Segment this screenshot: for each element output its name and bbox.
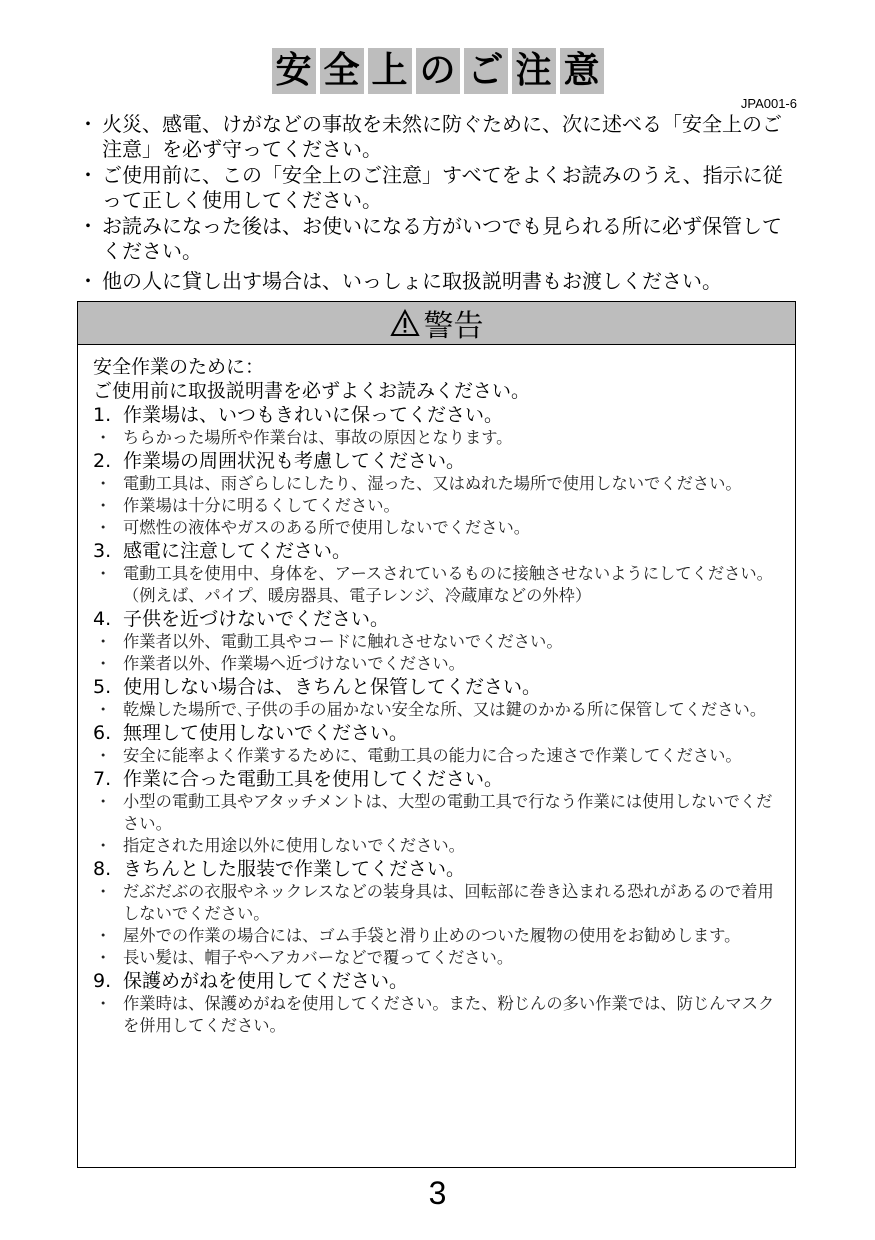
bullet-text: 指定された用途以外に使用しないでください。 xyxy=(123,836,465,855)
section-bullet xyxy=(93,835,775,857)
bullet-mark: ・ xyxy=(95,496,112,515)
bullet-mark: ・ xyxy=(95,700,112,719)
section-bullet xyxy=(93,745,775,767)
warning-heading: 警告 xyxy=(423,309,484,344)
bullet-text: 作業時は、保護めがねを使用してください。また、粉じんの多い作業では、防じんマスクを併用してください。 xyxy=(123,994,775,1035)
bullet-text: 作業者以外、作業場へ近づけないでください。 xyxy=(123,654,465,673)
warning-body xyxy=(78,345,795,1037)
bullet-mark: ・ xyxy=(78,163,98,187)
section-title xyxy=(93,857,775,881)
section-number: 7. xyxy=(93,768,112,790)
section-bullet xyxy=(93,699,775,721)
bullet-text: 可燃性の液体やガスのある所で使用しないでください。 xyxy=(123,518,531,537)
warning-triangle-icon xyxy=(390,309,420,337)
section-number: 1. xyxy=(93,404,112,426)
section-bullet xyxy=(93,791,775,835)
section-title xyxy=(93,449,775,473)
intro-list xyxy=(78,112,798,295)
title-char-box: 意 xyxy=(560,48,604,94)
intro-item xyxy=(78,214,798,264)
bullet-mark: ・ xyxy=(95,836,112,855)
title-char-box: の xyxy=(416,48,460,94)
section-title-text: 作業に合った電動工具を使用してください。 xyxy=(123,768,504,790)
section-title-text: 作業場の周囲状況も考慮してください。 xyxy=(123,450,466,472)
section-number: 3. xyxy=(93,540,112,562)
bullet-text: 小型の電動工具やアタッチメントは、大型の電動工具で行なう作業には使用しないでください。 xyxy=(123,792,773,833)
section-number: 2. xyxy=(93,450,112,472)
bullet-mark: ・ xyxy=(95,632,112,651)
section-title xyxy=(93,767,775,791)
document-code: JPA001-6 xyxy=(740,96,797,111)
bullet-mark: ・ xyxy=(95,882,112,901)
section-bullet xyxy=(93,631,775,653)
title-char-box: ご xyxy=(464,48,508,94)
bullet-mark: ・ xyxy=(95,654,112,673)
section-title xyxy=(93,607,775,631)
section-title-text: 使用しない場合は、きちんと保管してください。 xyxy=(123,676,542,698)
intro-text: 火災、感電、けがなどの事故を未然に防ぐために、次に述べる「安全上のご注意」を必ず守ってください。 xyxy=(102,112,782,161)
bullet-text: 電動工具を使用中、身体を、アースされているものに接触させないようにしてください。（例えば、パイプ、暖房器具、電子レンジ、冷蔵庫などの外枠） xyxy=(123,564,773,605)
bullet-text: 作業者以外、電動工具やコードに触れさせないでください。 xyxy=(123,632,563,651)
section-title-text: 子供を近づけないでください。 xyxy=(123,608,390,630)
section-number: 5. xyxy=(93,676,112,698)
bullet-text: 屋外での作業の場合には、ゴム手袋と滑り止めのついた履物の使用をお勧めします。 xyxy=(123,926,741,945)
section-bullet xyxy=(93,925,775,947)
bullet-text: だぶだぶの衣服やネックレスなどの装身具は、回転部に巻き込まれる恐れがあるので着用しないでください。 xyxy=(123,882,774,923)
section-title-text: 感電に注意してください。 xyxy=(123,540,352,562)
intro-text: ご使用前に、この「安全上のご注意」すべてをよくお読みのうえ、指示に従って正しく使用してください。 xyxy=(102,163,783,212)
title-char-box: 上 xyxy=(368,48,412,94)
warning-header xyxy=(78,302,795,345)
bullet-text: 長い髪は、帽子やヘアカバーなどで覆ってください。 xyxy=(123,948,514,967)
bullet-mark: ・ xyxy=(95,564,112,583)
section-title xyxy=(93,539,775,563)
title-char-box: 安 xyxy=(272,48,316,94)
section-title-text: 無理して使用しないでください。 xyxy=(123,722,409,744)
section-bullet xyxy=(93,653,775,675)
bullet-text: 安全に能率よく作業するために、電動工具の能力に合った速さで作業してください。 xyxy=(123,746,742,765)
intro-text: 他の人に貸し出す場合は、いっしょに取扱説明書もお渡しください。 xyxy=(102,269,722,293)
section-bullet xyxy=(93,473,775,495)
title-char-box: 注 xyxy=(512,48,556,94)
warning-lead-1: 安全作業のために： xyxy=(93,356,265,378)
section-title xyxy=(93,721,775,745)
warning-sections xyxy=(93,403,775,1037)
bullet-mark: ・ xyxy=(95,948,112,967)
bullet-text: 乾燥した場所で､子供の手の届かない安全な所、又は鍵のかかる所に保管してください。 xyxy=(123,700,767,719)
bullet-text: 作業場は十分に明るくしてください。 xyxy=(123,496,400,515)
intro-item xyxy=(78,269,798,294)
bullet-mark: ・ xyxy=(95,428,112,447)
section-title xyxy=(93,969,775,993)
warning-lead-2: ご使用前に取扱説明書を必ずよくお読みください。 xyxy=(93,380,531,402)
intro-item xyxy=(78,163,798,213)
section-title xyxy=(93,403,775,427)
bullet-text: 電動工具は、雨ざらしにしたり、湿った、又はぬれた場所で使用しないでください。 xyxy=(123,474,742,493)
bullet-mark: ・ xyxy=(78,269,98,293)
section-number: 9. xyxy=(93,970,112,992)
bullet-mark: ・ xyxy=(78,112,98,136)
bullet-mark: ・ xyxy=(78,214,98,238)
section-bullet xyxy=(93,993,775,1037)
section-number: 4. xyxy=(93,608,112,630)
section-bullet xyxy=(93,517,775,539)
bullet-text: ちらかった場所や作業台は、事故の原因となります。 xyxy=(123,428,513,447)
intro-item xyxy=(78,112,798,162)
section-bullet xyxy=(93,947,775,969)
section-title xyxy=(93,675,775,699)
bullet-mark: ・ xyxy=(95,746,112,765)
intro-text: お読みになった後は、お使いになる方がいつでも見られる所に必ず保管してください。 xyxy=(102,214,782,263)
page-number: 3 xyxy=(428,1175,447,1211)
section-bullet xyxy=(93,495,775,517)
section-number: 8. xyxy=(93,858,112,880)
section-bullet xyxy=(93,427,775,449)
bullet-mark: ・ xyxy=(95,474,112,493)
bullet-mark: ・ xyxy=(95,518,112,537)
section-bullet xyxy=(93,563,775,607)
title-char-box: 全 xyxy=(320,48,364,94)
bullet-mark: ・ xyxy=(95,994,112,1013)
section-bullet xyxy=(93,881,775,925)
section-number: 6. xyxy=(93,722,112,744)
warning-box xyxy=(77,301,796,1168)
bullet-mark: ・ xyxy=(95,926,112,945)
section-title-text: きちんとした服装で作業してください。 xyxy=(123,858,466,880)
page-title xyxy=(0,48,875,96)
bullet-mark: ・ xyxy=(95,792,112,811)
section-title-text: 保護めがねを使用してください。 xyxy=(123,970,409,992)
section-title-text: 作業場は、いつもきれいに保ってください。 xyxy=(123,404,504,426)
